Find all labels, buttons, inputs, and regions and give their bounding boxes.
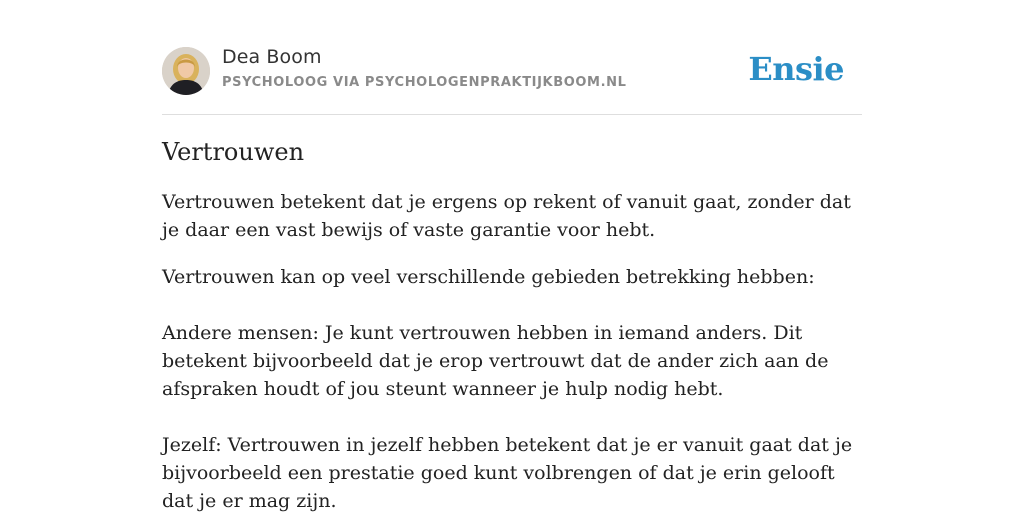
ensie-logo[interactable]: Ensie xyxy=(748,50,844,88)
author-header xyxy=(162,46,862,115)
author-subtitle: PSYCHOLOOG VIA PSYCHOLOGENPRAKTIJKBOOM.NL xyxy=(222,75,627,90)
avatar-photo-icon xyxy=(162,47,210,95)
article-paragraph: Vertrouwen betekent dat je ergens op rekent of vanuit gaat, zonder dat je daar een vast bewijs of vaste garantie voor hebt. xyxy=(162,191,851,241)
author-avatar[interactable] xyxy=(162,47,210,95)
author-name[interactable]: Dea Boom xyxy=(222,46,322,68)
article-paragraph: Vertrouwen kan op veel verschillende gebieden betrekking hebben: Andere mensen: Je kunt vertrouwen hebben in iemand anders. Dit betekent bijvoorbeeld dat je erop vertrouwt dat de ander zich aan de afspraken houdt of jou steunt wanneer je hulp nodig hebt. Jezelf: Vertrouwen in jezelf hebben betekent dat je er vanuit gaat dat je bijvoorbeeld een prestatie goed kunt volbrengen of dat je erin gelooft dat je er mag zijn. xyxy=(162,266,853,512)
article xyxy=(162,134,862,512)
article-title: Vertrouwen xyxy=(162,138,305,166)
